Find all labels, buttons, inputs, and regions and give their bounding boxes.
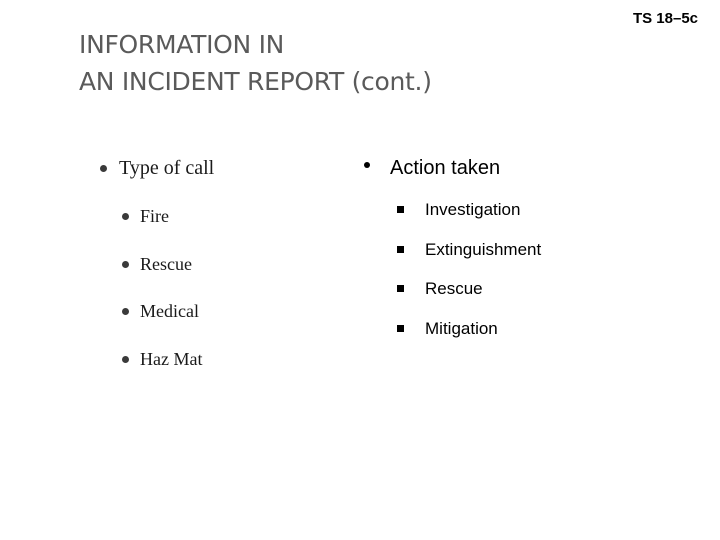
slide-number: TS 18–5c xyxy=(632,10,698,27)
title-line-2: AN INCIDENT REPORT (cont.) xyxy=(79,67,432,96)
list-item xyxy=(397,275,541,315)
title-line-1: INFORMATION IN xyxy=(79,30,285,59)
list-item-label: Rescue xyxy=(140,253,192,274)
call-type-heading-label: Type of call xyxy=(119,157,215,179)
list-item-label: Investigation xyxy=(425,200,521,219)
list-item xyxy=(122,249,202,297)
list-item xyxy=(397,236,541,276)
list-item xyxy=(397,196,541,236)
slide-title xyxy=(79,26,432,100)
action-taken-column xyxy=(364,153,542,338)
bullet-dot-icon xyxy=(122,261,129,268)
list-item-label: Fire xyxy=(140,206,169,226)
list-item xyxy=(122,344,202,392)
bullet-dot-icon xyxy=(364,162,370,168)
action-taken-heading xyxy=(364,153,500,183)
call-type-column xyxy=(100,153,215,370)
list-item xyxy=(122,296,202,344)
list-item-label: Mitigation xyxy=(425,318,498,338)
action-taken-heading-label: Action taken xyxy=(390,157,501,179)
list-item xyxy=(397,315,541,355)
action-taken-list xyxy=(397,196,541,354)
call-type-list xyxy=(122,201,202,392)
bullet-dot-icon xyxy=(122,308,129,315)
bullet-square-icon xyxy=(397,206,404,213)
bullet-dot-icon xyxy=(122,356,129,363)
bullet-square-icon xyxy=(397,325,404,332)
list-item-label: Rescue xyxy=(425,279,483,298)
bullet-dot-icon xyxy=(100,165,107,172)
bullet-square-icon xyxy=(397,246,404,253)
list-item-label: Medical xyxy=(140,301,199,322)
list-item-label: Extinguishment xyxy=(425,239,542,259)
bullet-square-icon xyxy=(397,285,404,292)
list-item xyxy=(122,201,202,249)
list-item-label: Haz Mat xyxy=(140,349,203,370)
call-type-heading xyxy=(100,153,214,183)
bullet-dot-icon xyxy=(122,213,129,220)
